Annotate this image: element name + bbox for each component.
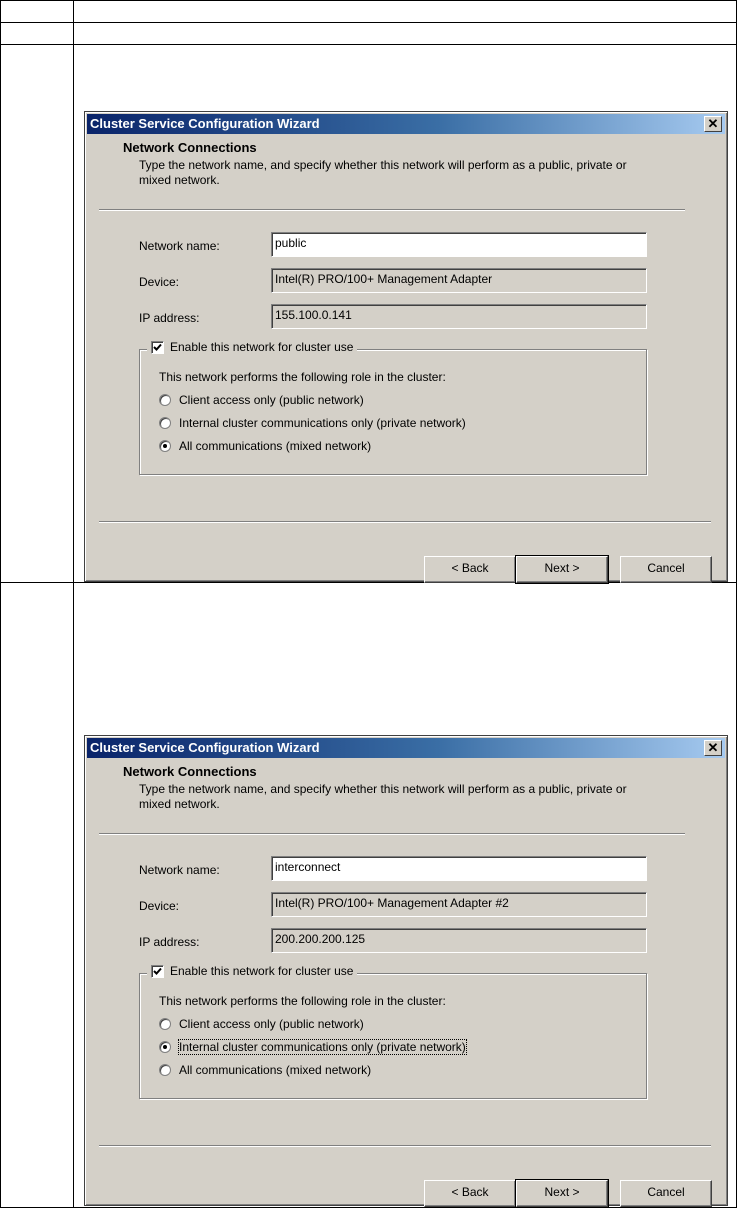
dialog-title: Cluster Service Configuration Wizard — [90, 740, 320, 755]
title-bar[interactable] — [87, 114, 725, 134]
cancel-button[interactable]: Cancel — [620, 556, 712, 583]
next-button[interactable]: Next > — [516, 556, 608, 583]
header-title: Network Connections — [123, 140, 257, 155]
radio-selected-icon[interactable] — [159, 440, 171, 452]
radio-label: Client access only (public network) — [179, 393, 364, 407]
radio-label: Client access only (public network) — [179, 1017, 364, 1031]
back-button[interactable]: < Back — [424, 556, 516, 583]
table-border — [0, 44, 737, 45]
close-icon[interactable]: ✕ — [704, 740, 722, 756]
cancel-button[interactable]: Cancel — [620, 1180, 712, 1207]
enable-cluster-use-checkbox[interactable] — [147, 964, 357, 978]
ip-address-label: IP address: — [139, 311, 200, 325]
checkbox-checked-icon[interactable] — [151, 965, 164, 978]
radio-icon[interactable] — [159, 1018, 171, 1030]
device-label: Device: — [139, 275, 180, 289]
radio-client-access[interactable] — [159, 393, 364, 407]
role-description: This network performs the following role in the cluster: — [159, 370, 446, 384]
radio-icon[interactable] — [159, 394, 171, 406]
footer-separator — [99, 1145, 711, 1147]
radio-all-communications[interactable] — [159, 439, 371, 453]
device-label: Device: — [139, 899, 180, 913]
wizard-dialog — [84, 735, 728, 1206]
next-button[interactable]: Next > — [516, 1180, 608, 1207]
radio-label: All communications (mixed network) — [179, 439, 372, 453]
enable-cluster-use-checkbox[interactable] — [147, 340, 357, 354]
table-border — [0, 22, 737, 23]
ip-address-field: 155.100.0.141 — [271, 304, 647, 329]
device-field: Intel(R) PRO/100+ Management Adapter — [271, 268, 647, 293]
header-description: Type the network name, and specify whether this network will perform as a public, private or mixed network. — [139, 158, 627, 187]
table-border-middle — [73, 0, 74, 1208]
radio-internal-communications[interactable] — [159, 1040, 466, 1054]
header-description: Type the network name, and specify whether this network will perform as a public, private or mixed network. — [139, 782, 627, 811]
radio-icon[interactable] — [159, 1064, 171, 1076]
radio-label: Internal cluster communications only (private network) — [179, 1040, 466, 1054]
ip-address-field: 200.200.200.125 — [271, 928, 647, 953]
table-border-right — [736, 0, 737, 1208]
cluster-use-group — [139, 349, 647, 475]
title-bar[interactable] — [87, 738, 725, 758]
radio-label: All communications (mixed network) — [179, 1063, 372, 1077]
enable-cluster-use-label: Enable this network for cluster use — [170, 340, 354, 354]
table-border-bottom — [0, 1207, 737, 1208]
radio-client-access[interactable] — [159, 1017, 364, 1031]
header-separator — [99, 209, 685, 211]
checkbox-checked-icon[interactable] — [151, 341, 164, 354]
network-name-input[interactable]: interconnect — [271, 856, 647, 881]
radio-icon[interactable] — [159, 417, 171, 429]
network-name-label: Network name: — [139, 863, 220, 877]
footer-separator — [99, 521, 711, 523]
dialog-title: Cluster Service Configuration Wizard — [90, 116, 320, 131]
back-button[interactable]: < Back — [424, 1180, 516, 1207]
radio-selected-icon[interactable] — [159, 1041, 171, 1053]
network-name-label: Network name: — [139, 239, 220, 253]
role-description: This network performs the following role in the cluster: — [159, 994, 446, 1008]
radio-all-communications[interactable] — [159, 1063, 371, 1077]
table-border-left — [0, 0, 1, 1208]
enable-cluster-use-label: Enable this network for cluster use — [170, 964, 354, 978]
cluster-use-group — [139, 973, 647, 1099]
ip-address-label: IP address: — [139, 935, 200, 949]
table-border-top — [0, 0, 737, 1]
close-icon[interactable]: ✕ — [704, 116, 722, 132]
network-name-input[interactable]: public — [271, 232, 647, 257]
device-field: Intel(R) PRO/100+ Management Adapter #2 — [271, 892, 647, 917]
radio-internal-communications[interactable] — [159, 416, 466, 430]
wizard-dialog — [84, 111, 728, 582]
header-separator — [99, 833, 685, 835]
header-title: Network Connections — [123, 764, 257, 779]
radio-label: Internal cluster communications only (private network) — [179, 416, 466, 430]
